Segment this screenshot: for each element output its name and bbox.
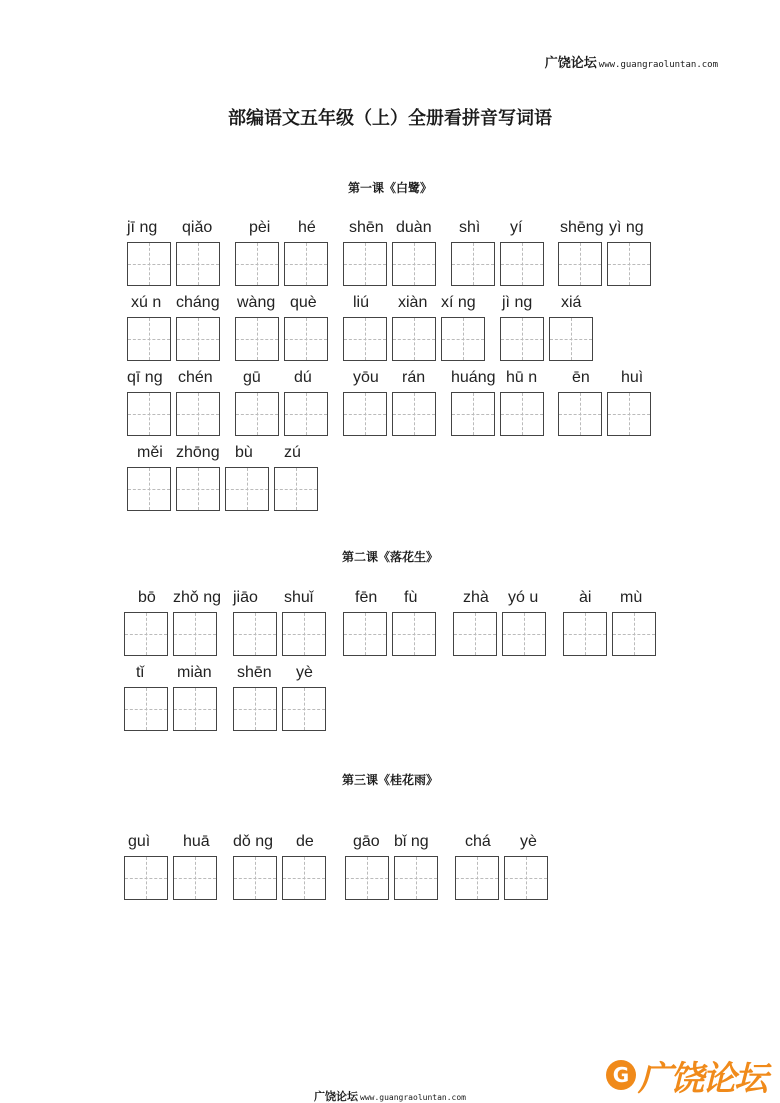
writing-boxes [451,242,495,286]
writing-boxes [500,317,544,361]
writing-boxes [176,392,220,436]
tianzige-cell[interactable] [453,612,497,656]
pinyin-label: mù [620,589,643,606]
writing-boxes [233,856,277,900]
tianzige-cell[interactable] [392,317,436,361]
writing-boxes [274,467,318,511]
writing-boxes [176,242,220,286]
pinyin-label: bù [235,444,253,461]
writing-boxes [284,392,328,436]
lesson-heading-3: 第三课《桂花雨》 [341,773,438,787]
lesson-heading-1: 第一课《白鹭》 [347,181,432,195]
writing-boxes [235,317,279,361]
footer-url[interactable]: www.guangraoluntan.com [360,1093,466,1102]
pinyin-label: de [296,833,314,850]
tianzige-cell[interactable] [343,317,387,361]
pinyin-label: ài [579,589,592,606]
tianzige-cell[interactable] [392,392,436,436]
writing-boxes [392,612,436,656]
pinyin-label: bō [138,589,156,606]
pinyin-label: liú [353,294,370,311]
writing-boxes [282,856,326,900]
pinyin-label: yì ng [609,219,644,236]
tianzige-cell[interactable] [127,317,171,361]
pinyin-label: jī ng [127,219,158,236]
pinyin-label: duàn [396,219,432,236]
pinyin-label: měi [137,444,163,461]
tianzige-cell[interactable] [612,612,656,656]
writing-boxes [607,242,651,286]
writing-boxes [345,856,389,900]
tianzige-cell[interactable] [124,687,168,731]
pinyin-label: miàn [177,664,212,681]
tianzige-cell[interactable] [274,467,318,511]
tianzige-cell[interactable] [392,612,436,656]
writing-boxes [453,612,497,656]
tianzige-cell[interactable] [343,392,387,436]
pinyin-label: rán [402,369,426,386]
writing-boxes [284,242,328,286]
tianzige-cell[interactable] [284,392,328,436]
tianzige-cell[interactable] [343,612,387,656]
writing-boxes [451,392,495,436]
pinyin-label: tǐ [136,664,144,681]
tianzige-cell[interactable] [176,317,220,361]
writing-boxes [392,392,436,436]
writing-boxes [282,612,326,656]
pinyin-label: shēn [237,664,272,681]
writing-boxes [343,612,387,656]
logo-text: 广饶论坛 [638,1058,766,1099]
tianzige-cell[interactable] [173,612,217,656]
writing-boxes [343,317,387,361]
pinyin-label: qī ng [127,369,163,386]
writing-boxes [235,242,279,286]
tianzige-cell[interactable] [549,317,593,361]
tianzige-cell[interactable] [127,467,171,511]
tianzige-cell[interactable] [235,392,279,436]
writing-boxes [173,612,217,656]
tianzige-cell[interactable] [500,392,544,436]
tianzige-cell[interactable] [233,687,277,731]
pinyin-label: bǐ ng [394,833,429,850]
writing-boxes [502,612,546,656]
tianzige-cell[interactable] [282,612,326,656]
pinyin-label: dú [294,369,312,386]
pinyin-label: pèi [249,219,271,236]
tianzige-cell[interactable] [607,392,651,436]
page-header [545,52,718,71]
tianzige-cell[interactable] [451,392,495,436]
writing-boxes [127,467,171,511]
writing-boxes [392,242,436,286]
brand-logo [606,1052,766,1098]
pinyin-label: yōu [353,369,379,386]
writing-boxes [127,392,171,436]
pinyin-label: wàng [237,294,276,311]
tianzige-cell[interactable] [558,242,602,286]
writing-boxes [500,242,544,286]
writing-boxes [233,612,277,656]
pinyin-label: chá [465,833,491,850]
tianzige-cell[interactable] [441,317,485,361]
pinyin-label: jì ng [502,294,533,311]
writing-boxes [233,687,277,731]
pinyin-label: zhōng [176,444,220,461]
writing-boxes [176,317,220,361]
tianzige-cell[interactable] [343,242,387,286]
pinyin-label: gū [243,369,261,386]
pinyin-label: guì [128,833,151,850]
tianzige-cell[interactable] [504,856,548,900]
tianzige-cell[interactable] [176,242,220,286]
pinyin-label: huā [183,833,210,850]
tianzige-cell[interactable] [558,392,602,436]
tianzige-cell[interactable] [563,612,607,656]
pinyin-label: dǒ ng [233,833,274,850]
pinyin-label: shēng [560,219,604,236]
writing-boxes [127,242,171,286]
tianzige-cell[interactable] [235,317,279,361]
writing-boxes [284,317,328,361]
pinyin-label: yè [296,664,313,681]
pinyin-label: ēn [572,369,590,386]
writing-boxes [500,392,544,436]
writing-boxes [124,687,168,731]
writing-boxes [127,317,171,361]
tianzige-cell[interactable] [284,242,328,286]
tianzige-cell[interactable] [233,856,277,900]
pinyin-label: xí ng [441,294,476,311]
tianzige-cell[interactable] [235,242,279,286]
tianzige-cell[interactable] [394,856,438,900]
pinyin-label: yè [520,833,537,850]
tianzige-cell[interactable] [225,467,269,511]
writing-boxes [549,317,593,361]
tianzige-cell[interactable] [500,242,544,286]
pinyin-label: xiá [561,294,582,311]
pinyin-label: què [290,294,317,311]
writing-boxes [392,317,436,361]
pinyin-label: jiāo [233,589,258,606]
writing-boxes [173,856,217,900]
tianzige-cell[interactable] [502,612,546,656]
pinyin-label: zhà [463,589,489,606]
header-url[interactable]: www.guangraoluntan.com [598,60,718,70]
writing-boxes [455,856,499,900]
pinyin-label: chén [178,369,213,386]
pinyin-label: gāo [353,833,380,850]
tianzige-cell[interactable] [345,856,389,900]
tianzige-cell[interactable] [282,856,326,900]
tianzige-cell[interactable] [176,392,220,436]
lesson-heading-2: 第二课《落花生》 [341,550,438,564]
pinyin-label: shì [459,219,481,236]
pinyin-label: yó u [508,589,539,606]
writing-boxes [124,856,168,900]
tianzige-cell[interactable] [451,242,495,286]
pinyin-label: xú n [131,294,162,311]
writing-boxes [343,392,387,436]
tianzige-cell[interactable] [455,856,499,900]
header-brand: 广饶论坛 [544,56,597,71]
pinyin-label: qiǎo [182,219,213,236]
pinyin-label: zú [284,444,301,461]
g-logo-icon: G [606,1060,636,1090]
pinyin-label: hū n [506,369,538,386]
writing-boxes [607,392,651,436]
writing-boxes [504,856,548,900]
writing-boxes [441,317,485,361]
tianzige-cell[interactable] [282,687,326,731]
writing-boxes [176,467,220,511]
writing-boxes [558,242,602,286]
pinyin-label: xiàn [398,294,428,311]
pinyin-label: shuǐ [284,589,314,606]
tianzige-cell[interactable] [173,856,217,900]
tianzige-cell[interactable] [124,856,168,900]
pinyin-label: shēn [349,219,384,236]
pinyin-label: yí [510,219,523,236]
footer-brand: 广饶论坛 [314,1090,359,1103]
tianzige-cell[interactable] [500,317,544,361]
writing-boxes [225,467,269,511]
page-title: 部编语文五年级（上）全册看拼音写词语 [228,108,552,129]
writing-boxes [394,856,438,900]
pinyin-label: cháng [176,294,220,311]
writing-boxes [282,687,326,731]
writing-boxes [124,612,168,656]
writing-boxes [563,612,607,656]
writing-boxes [558,392,602,436]
pinyin-label: huì [621,369,644,386]
tianzige-cell[interactable] [127,392,171,436]
tianzige-cell[interactable] [392,242,436,286]
tianzige-cell[interactable] [124,612,168,656]
writing-boxes [343,242,387,286]
writing-boxes [173,687,217,731]
pinyin-label: fù [404,589,418,606]
pinyin-label: hé [298,219,316,236]
pinyin-label: zhǒ ng [173,589,222,606]
tianzige-cell[interactable] [173,687,217,731]
pinyin-label: huáng [451,369,496,386]
writing-boxes [235,392,279,436]
tianzige-cell[interactable] [176,467,220,511]
tianzige-cell[interactable] [607,242,651,286]
writing-boxes [612,612,656,656]
tianzige-cell[interactable] [127,242,171,286]
tianzige-cell[interactable] [284,317,328,361]
pinyin-label: fēn [355,589,378,606]
tianzige-cell[interactable] [233,612,277,656]
